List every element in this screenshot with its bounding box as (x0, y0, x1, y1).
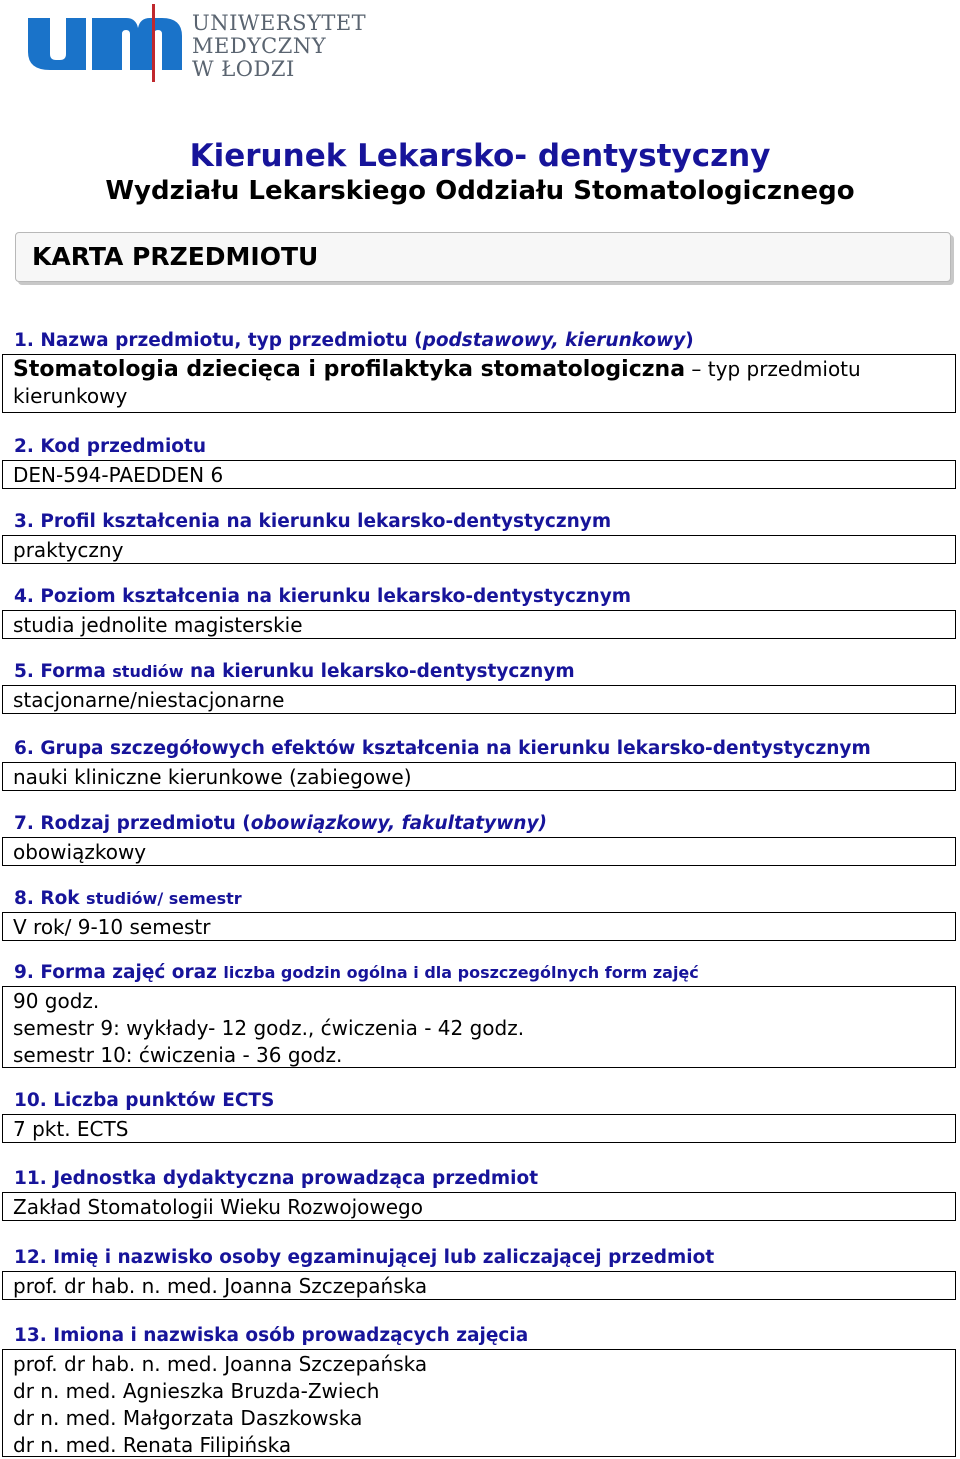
instructor-name: prof. dr hab. n. med. Joanna Szczepańska (13, 1352, 428, 1376)
section-7-value: obowiązkowy (2, 837, 956, 866)
section-6-value: nauki kliniczne kierunkowe (zabiegowe) (2, 762, 956, 791)
section-9-line: 90 godz. (13, 989, 100, 1013)
instructor-name: dr n. med. Małgorzata Daszkowska (13, 1406, 363, 1430)
section-12-value: prof. dr hab. n. med. Joanna Szczepańska (2, 1271, 956, 1300)
section-13-label: 13. Imiona i nazwiska osób prowadzących zajęcia (14, 1325, 529, 1346)
section-9-line: semestr 9: wykłady- 12 godz., ćwiczenia - 42 godz. (13, 1016, 525, 1040)
section-8-value: V rok/ 9-10 semestr (2, 912, 956, 941)
section-9-value (2, 986, 956, 1068)
section-9-line: semestr 10: ćwiczenia - 36 godz. (13, 1043, 343, 1067)
section-3-value: praktyczny (2, 535, 956, 564)
um-logo-mark-icon (26, 4, 186, 84)
section-13-value (2, 1349, 956, 1457)
section-7-label: 7. Rodzaj przedmiotu (obowiązkowy, fakultatywny) (14, 813, 547, 834)
section-5-label: 5. Forma studiów na kierunku lekarsko-dentystycznym (14, 661, 575, 682)
section-5-value: stacjonarne/niestacjonarne (2, 685, 956, 714)
section-1-value: Stomatologia dziecięca i profilaktyka stomatologiczna – typ przedmiotu kierunkowy (2, 354, 956, 413)
section-3-label: 3. Profil kształcenia na kierunku lekarsko-dentystycznym (14, 511, 612, 532)
course-card-heading (15, 232, 951, 282)
section-4-value: studia jednolite magisterskie (2, 610, 956, 639)
logo-wordmark: UNIWERSYTET MEDYCZNY W ŁODZI (192, 11, 367, 81)
section-1-label: 1. Nazwa przedmiotu, typ przedmiotu (podstawowy, kierunkowy) (14, 330, 694, 351)
page-subtitle: Wydziału Lekarskiego Oddziału Stomatologicznego (105, 176, 855, 206)
logo-divider (152, 4, 155, 82)
section-4-label: 4. Poziom kształcenia na kierunku lekarsko-dentystycznym (14, 586, 632, 607)
instructor-name: dr n. med. Renata Filipińska (13, 1433, 292, 1457)
section-12-label: 12. Imię i nazwisko osoby egzaminującej lub zaliczającej przedmiot (14, 1247, 715, 1268)
section-9-label: 9. Forma zajęć oraz liczba godzin ogólna i dla poszczególnych form zajęć (14, 962, 699, 983)
course-card-title: KARTA PRZEDMIOTU (32, 242, 319, 271)
section-10-value: 7 pkt. ECTS (2, 1114, 956, 1143)
instructor-name: dr n. med. Agnieszka Bruzda-Zwiech (13, 1379, 380, 1403)
section-10-label: 10. Liczba punktów ECTS (14, 1090, 275, 1111)
section-11-value: Zakład Stomatologii Wieku Rozwojowego (2, 1192, 956, 1221)
page-title: Kierunek Lekarsko- dentystyczny (189, 138, 771, 174)
section-6-label: 6. Grupa szczegółowych efektów kształcenia na kierunku lekarsko-dentystycznym (14, 738, 871, 759)
section-11-label: 11. Jednostka dydaktyczna prowadząca przedmiot (14, 1168, 539, 1189)
section-2-label: 2. Kod przedmiotu (14, 436, 207, 457)
section-8-label: 8. Rok studiów/ semestr (14, 888, 242, 909)
section-2-value: DEN-594-PAEDDEN 6 (2, 460, 956, 489)
university-logo (26, 4, 367, 84)
